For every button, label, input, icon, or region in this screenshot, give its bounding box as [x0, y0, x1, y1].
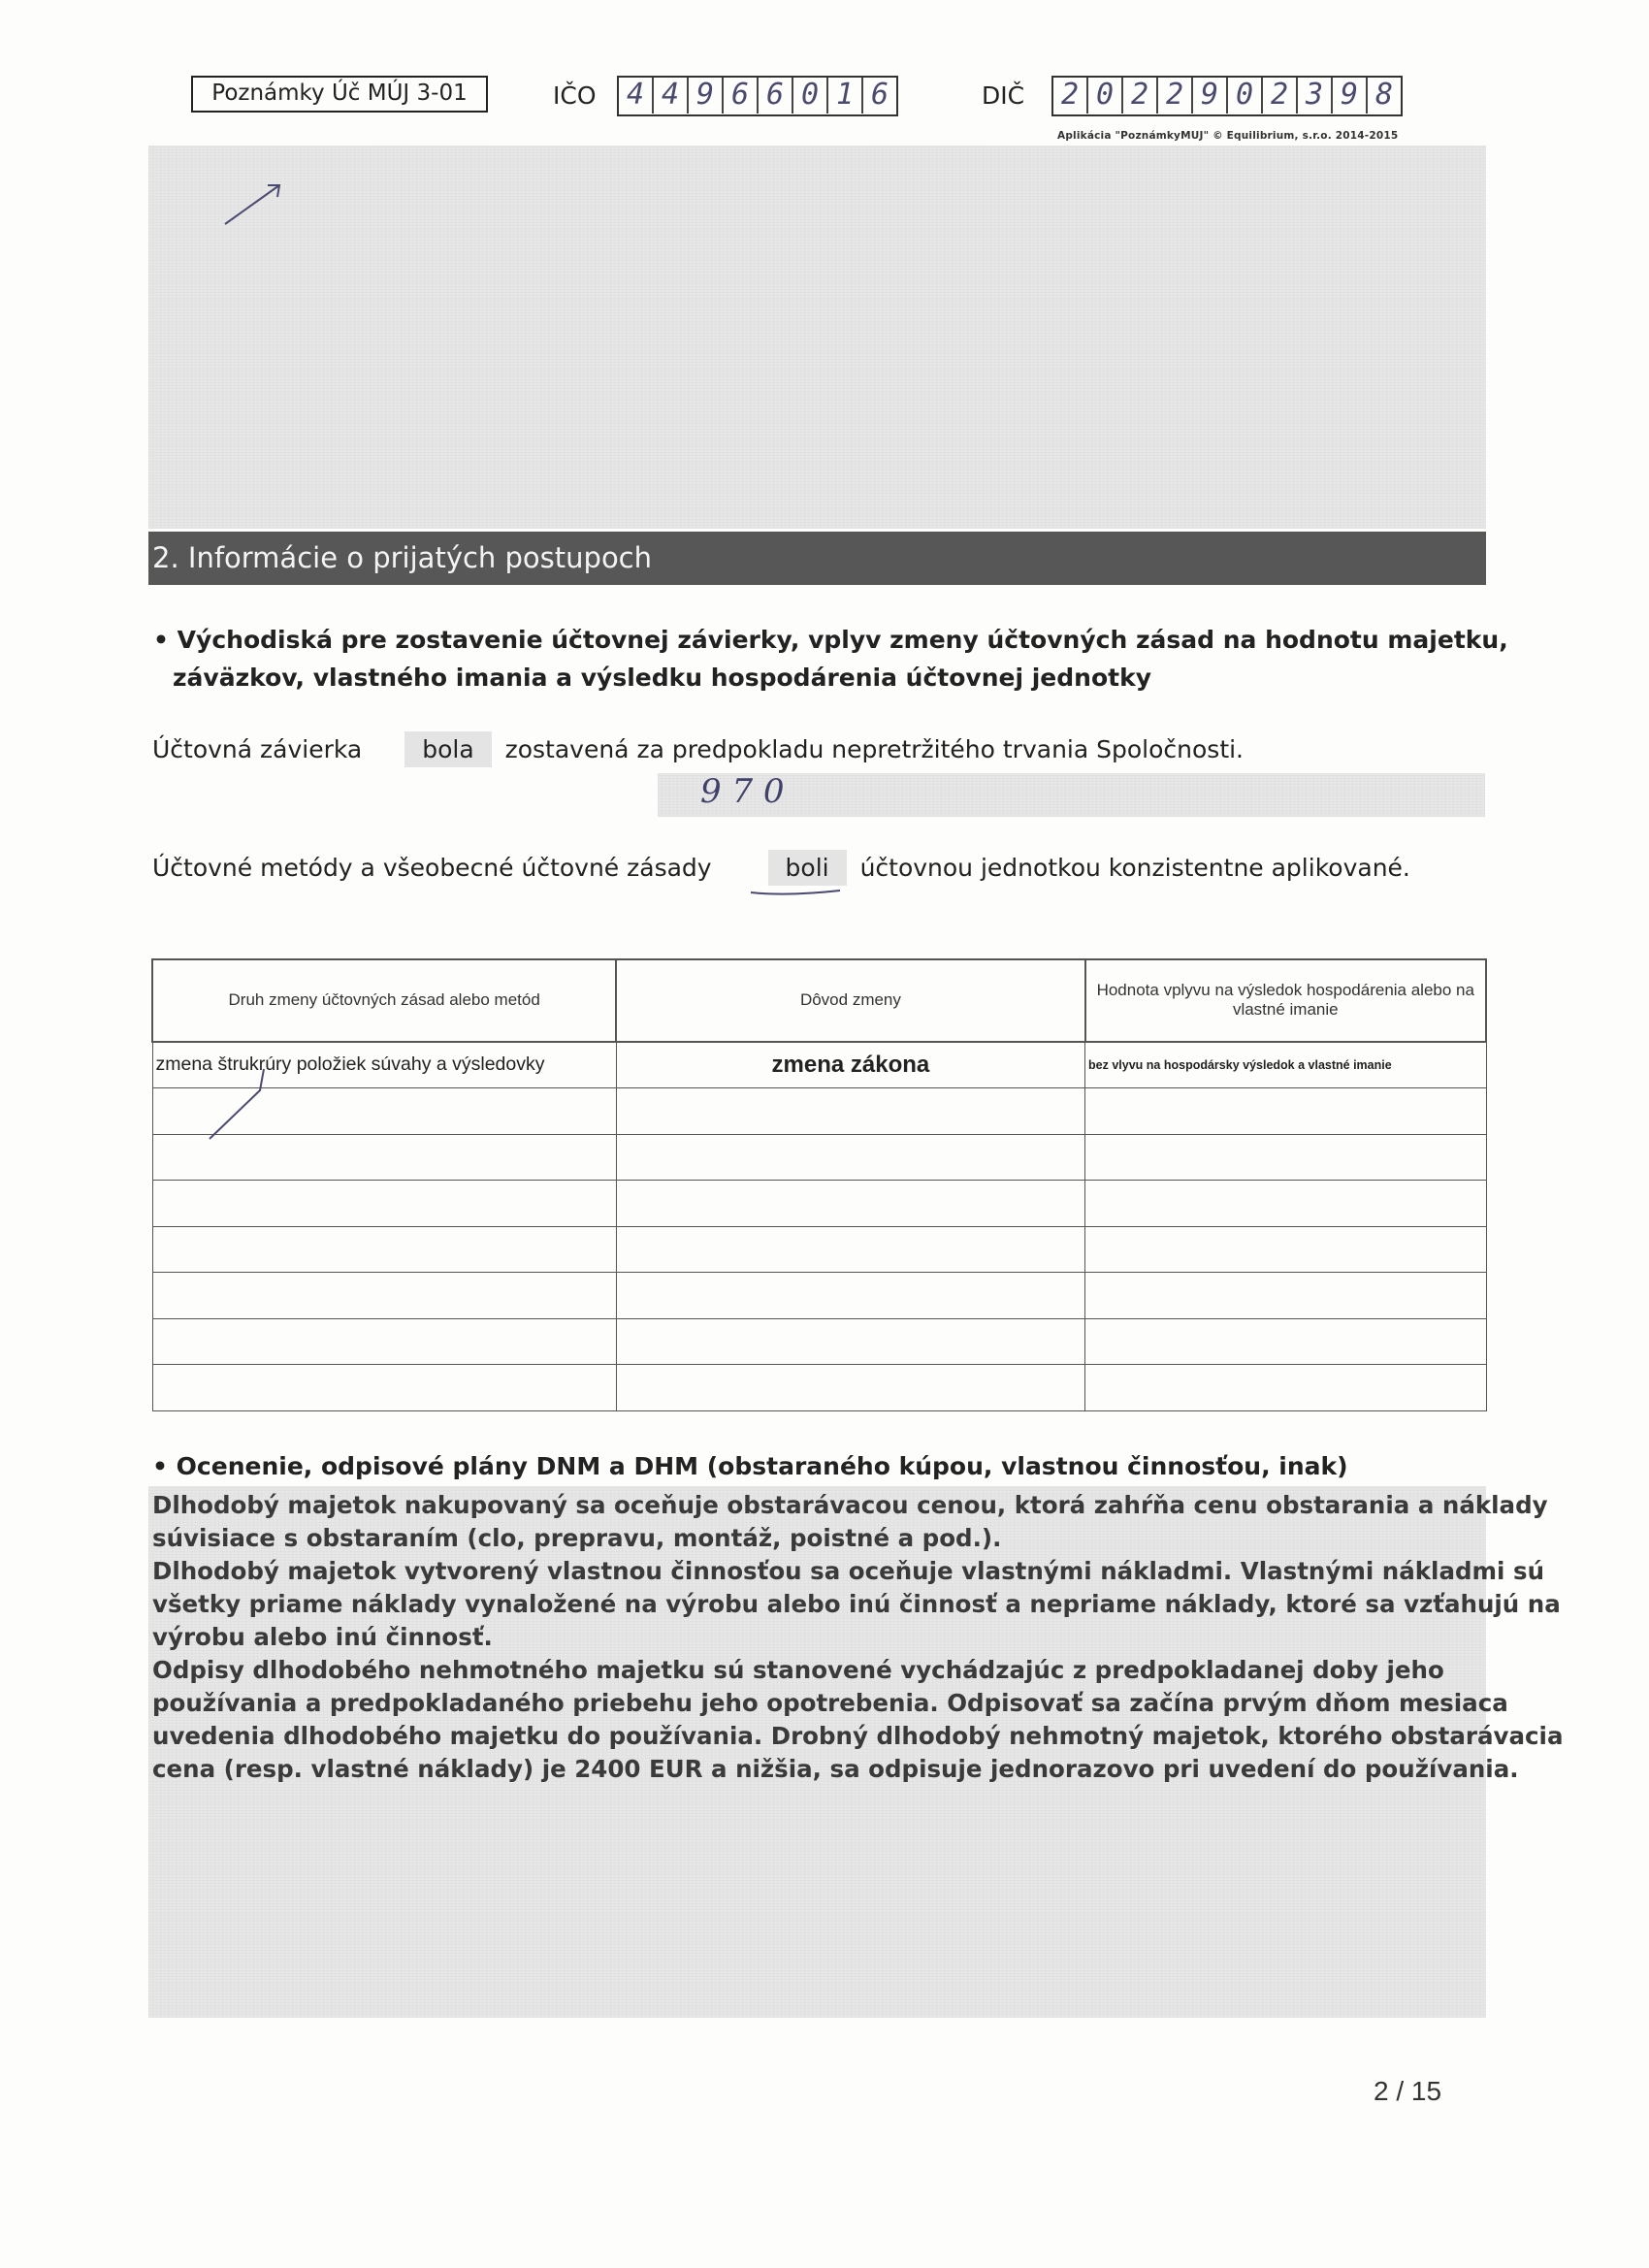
col-header-reason: Dôvod zmeny — [616, 959, 1084, 1042]
table-cell: zmena zákona — [616, 1042, 1084, 1088]
valuation-line: cena (resp. vlastné náklady) je 2400 EUR a nižšia, sa odpisuje jednorazovo pri uvedení do používania. — [152, 1755, 1519, 1783]
valuation-paragraph — [152, 1489, 1563, 1786]
table-cell — [1085, 1365, 1486, 1411]
table-cell — [616, 1181, 1084, 1227]
ico-digit: 4 — [619, 78, 654, 113]
ico-label: IČO — [553, 81, 597, 110]
ico-digit: 9 — [689, 78, 724, 113]
table-cell — [1085, 1226, 1486, 1273]
dic-digit: 2 — [1158, 78, 1193, 113]
redacted-block — [148, 146, 1486, 529]
table-cell — [1085, 1318, 1486, 1365]
dic-digit: 9 — [1193, 78, 1228, 113]
table-cell — [616, 1365, 1084, 1411]
pen-tick-mark — [221, 179, 289, 228]
ico-digit-boxes — [617, 76, 898, 116]
table-cell — [616, 1318, 1084, 1365]
bullet1-title-line2: záväzkov, vlastného imania a výsledku hospodárenia účtovnej jednotky — [173, 664, 1151, 692]
page-number: 2 / 15 — [1374, 2076, 1442, 2106]
table-cell — [152, 1181, 616, 1227]
table-row — [152, 1088, 1486, 1135]
going-concern-value: bola — [404, 731, 491, 767]
col-header-change-type: Druh zmeny účtovných zásad alebo metód — [152, 959, 616, 1042]
valuation-line: uvedenia dlhodobého majetku do používania. Drobný dlhodobý nehmotný majetok, ktorého obstarávacia — [152, 1722, 1564, 1750]
dic-digit-boxes — [1051, 76, 1403, 116]
ico-digit: 4 — [654, 78, 689, 113]
dic-digit: 0 — [1088, 78, 1123, 113]
table-cell — [1085, 1088, 1486, 1135]
valuation-line: Dlhodobý majetok nakupovaný sa oceňuje obstarávacou cenou, ktorá zahŕňa cenu obstarania a náklady — [152, 1491, 1548, 1519]
table-cell — [616, 1088, 1084, 1135]
table-cell — [152, 1318, 616, 1365]
table-cell — [616, 1273, 1084, 1319]
table-row — [152, 1134, 1486, 1181]
valuation-line: všetky priame náklady vynaložené na výrobu alebo inú činnosť a nepriame náklady, ktoré sa vzťahujú na — [152, 1590, 1561, 1618]
valuation-line: Dlhodobý majetok vytvorený vlastnou činnosťou sa oceňuje vlastnými nákladmi. Vlastnými nákladmi sú — [152, 1557, 1545, 1585]
form-title: Poznámky Úč MÚJ 3-01 — [191, 76, 488, 113]
pen-slash-mark — [204, 1065, 272, 1143]
valuation-line: používania a predpokladaného priebehu jeho opotrebenia. Odpisovať sa začína prvým dňom mesiaca — [152, 1689, 1508, 1717]
ico-digit: 6 — [724, 78, 759, 113]
table-row — [152, 1042, 1486, 1088]
table-row — [152, 1226, 1486, 1273]
table-row — [152, 1365, 1486, 1411]
ico-digit: 0 — [793, 78, 828, 113]
table-cell: bez vlyvu na hospodársky výsledok a vlastné imanie — [1085, 1042, 1486, 1088]
section-header: 2. Informácie o prijatých postupoch — [148, 532, 1486, 585]
dic-digit: 3 — [1298, 78, 1333, 113]
ico-digit: 1 — [828, 78, 863, 113]
dic-digit: 0 — [1228, 78, 1263, 113]
table-cell: zmena štrukrúry položiek súvahy a výsledovky — [152, 1042, 616, 1088]
table-row — [152, 1273, 1486, 1319]
valuation-line: súvisiace s obstaraním (clo, prepravu, montáž, poistné a pod.). — [152, 1524, 1002, 1552]
table-row — [152, 1318, 1486, 1365]
statement-consistency — [152, 854, 1410, 882]
bullet1-title-line1: • Východiská pre zostavenie účtovnej závierky, vplyv zmeny účtovných zásad na hodnotu majetku, — [153, 626, 1508, 654]
table-row — [152, 1181, 1486, 1227]
statement-prefix: Účtovná závierka — [152, 735, 363, 763]
table-cell — [1085, 1134, 1486, 1181]
table-cell — [616, 1226, 1084, 1273]
statement-going-concern — [152, 735, 1244, 763]
consistency-value: boli — [768, 850, 847, 886]
dic-digit: 2 — [1053, 78, 1088, 113]
table-cell — [152, 1365, 616, 1411]
valuation-line: výrobu alebo inú činnosť. — [152, 1623, 493, 1651]
ico-digit: 6 — [759, 78, 793, 113]
col-header-impact: Hodnota vplyvu na výsledok hospodárenia alebo na vlastné imanie — [1085, 959, 1486, 1042]
app-copyright-note: Aplikácia "PoznámkyMUJ" © Equilibrium, s.r.o. 2014-2015 — [1057, 130, 1399, 142]
handwritten-note: 9 7 0 — [700, 772, 785, 811]
bullet2-title: • Ocenenie, odpisové plány DNM a DHM (obstaraného kúpou, vlastnou činnosťou, inak) — [152, 1452, 1348, 1480]
dic-digit: 2 — [1263, 78, 1298, 113]
statement-suffix: účtovnou jednotkou konzistentne aplikované. — [859, 854, 1410, 882]
dic-digit: 9 — [1333, 78, 1368, 113]
statement-prefix: Účtovné metódy a všeobecné účtovné zásady — [152, 854, 712, 882]
table-cell — [152, 1273, 616, 1319]
table-cell — [616, 1134, 1084, 1181]
table-header-row — [152, 959, 1486, 1042]
statement-suffix: zostavená za predpokladu nepretržitého trvania Spoločnosti. — [504, 735, 1245, 763]
dic-digit: 8 — [1374, 78, 1394, 112]
valuation-line: Odpisy dlhodobého nehmotného majetku sú stanovené vychádzajúc z predpokladanej doby jeho — [152, 1656, 1444, 1684]
table-cell — [152, 1226, 616, 1273]
dic-digit: 2 — [1123, 78, 1158, 113]
table-cell — [1085, 1273, 1486, 1319]
dic-label: DIČ — [982, 81, 1025, 110]
pen-underline — [749, 881, 846, 900]
ico-digit: 6 — [870, 78, 889, 112]
accounting-changes-table — [151, 958, 1487, 1411]
table-cell — [1085, 1181, 1486, 1227]
